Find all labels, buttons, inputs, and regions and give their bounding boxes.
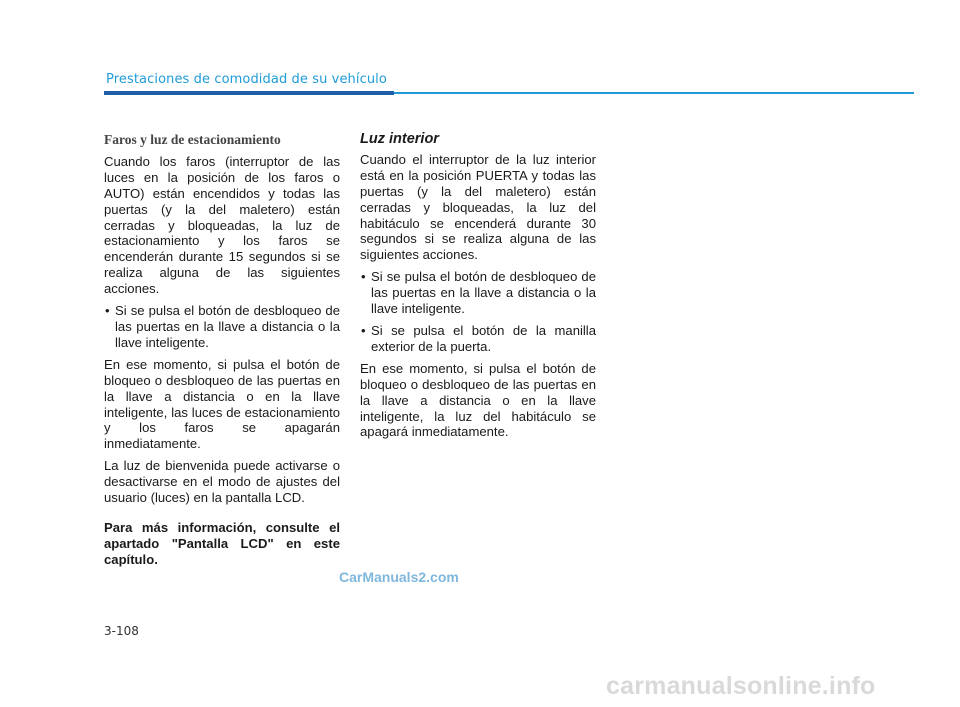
right-paragraph-2: En ese momento, si pulsa el botón de bloqueo o desbloqueo de las puertas en la llave a distancia o en la llave inteligente, la luz del habitáculo se apagará inmediatamente. [360,360,596,440]
right-paragraph-1: Cuando el interruptor de la luz interior está en la posición PUERTA y todas las puertas (y la del maletero) están cerradas y bloqueadas, la luz del habitáculo se encenderá durante 30 segundos si se realiza alguna de las siguientes acciones. [360,151,596,263]
left-column [104,132,340,574]
header-bar-light [394,92,914,94]
watermark-link[interactable]: CarManuals2.com [339,569,459,585]
footer-watermark: carmanualsonline.info [606,672,876,700]
left-paragraph-2: En ese momento, si pulsa el botón de bloqueo o desbloqueo de las puertas en la llave a distancia o en la llave inteligente, las luces de estacionamiento y los faros se apagarán inmediatamente. [104,356,340,452]
right-bullet-2: • Si se pulsa el botón de la manilla exterior de la puerta. [360,323,596,355]
left-note: Para más información, consulte el apartado "Pantalla LCD" en este capítulo. [104,519,340,567]
left-heading: Faros y luz de estacionamiento [104,132,281,147]
page-number: 3-108 [104,624,139,638]
right-bullet-1: • Si se pulsa el botón de desbloqueo de las puertas en la llave a distancia o la llave inteligente. [360,269,596,317]
section-header-title: Prestaciones de comodidad de su vehículo [106,72,387,87]
header-bar-dark [104,91,394,95]
right-column [360,132,596,446]
left-bullet-1: • Si se pulsa el botón de desbloqueo de las puertas en la llave a distancia o la llave inteligente. [104,303,340,351]
left-paragraph-3: La luz de bienvenida puede activarse o desactivarse en el modo de ajustes del usuario (luces) en la pantalla LCD. [104,458,340,506]
right-heading: Luz interior [360,131,439,147]
left-paragraph-1: Cuando los faros (interruptor de las luces en la posición de los faros o AUTO) están encendidos y todas las puertas (y la del maletero) están cerradas y bloqueadas, la luz de estacionamiento y los faros se encenderán durante 15 segundos si se realiza alguna de las siguientes acciones. [104,153,340,297]
